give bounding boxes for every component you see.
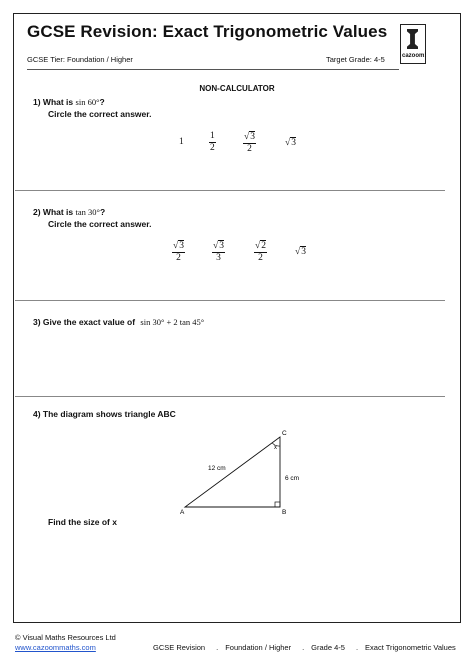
question-1 [33, 97, 105, 107]
footer-tag: GCSE Revision [153, 643, 206, 652]
question-4-find: Find the size of x [48, 517, 117, 527]
question-1-prompt: 1) What is [33, 97, 74, 107]
footer-copyright: © Visual Maths Resources Ltd [15, 633, 116, 642]
question-3-expression: sin 30° + 2 tan 45° [140, 317, 205, 327]
q1-option-b[interactable] [209, 131, 216, 154]
question-2 [33, 207, 105, 217]
logo-icon [407, 29, 418, 49]
hypotenuse-label: 12 cm [208, 465, 226, 472]
question-3-prompt: 3) Give the exact value of [33, 317, 136, 327]
question-2-prompt: 2) What is [33, 207, 74, 217]
page-title: GCSE Revision: Exact Trigonometric Values [27, 22, 388, 41]
section-title: NON-CALCULATOR [199, 84, 275, 93]
footer-tag: Exact Trigonometric Values [365, 643, 456, 652]
right-angle-marker [275, 502, 280, 507]
q2-option-d[interactable]: √3 [295, 247, 306, 257]
question-4: 4) The diagram shows triangle ABC [33, 409, 176, 419]
q2-option-b-denominator: 3 [216, 253, 221, 263]
q1-option-b-denominator: 2 [210, 143, 215, 153]
tier-label: GCSE Tier: Foundation / Higher [27, 55, 133, 64]
cazoom-logo [400, 24, 426, 64]
question-2-instruction: Circle the correct answer. [48, 219, 152, 229]
q2-option-b-radicand: 3 [219, 241, 224, 251]
header-divider [27, 69, 399, 70]
angle-x-label: x [274, 445, 277, 451]
q2-option-a-denominator: 2 [176, 253, 181, 263]
footer-tags: GCSE Revision . Foundation / Higher . Grade 4-5 . Exact Trigonometric Values [153, 643, 456, 652]
footer-tag: Grade 4-5 [311, 643, 345, 652]
q2-option-c-denominator: 2 [258, 253, 263, 263]
q1-option-c-radicand: 3 [250, 132, 255, 142]
footer-link[interactable]: www.cazoommaths.com [15, 643, 96, 652]
q2-option-d-radicand: 3 [301, 247, 306, 257]
question-divider-1 [15, 190, 445, 191]
triangle-abc [185, 437, 280, 507]
q2-option-c[interactable]: $\frac{√2}{2}$ [255, 241, 266, 263]
opposite-side-label: 6 cm [285, 475, 300, 482]
question-1-instruction: Circle the correct answer. [48, 109, 152, 119]
question-2-expression: tan 30° [75, 207, 100, 217]
q2-option-b[interactable]: $\frac{√3}{3}$ [213, 241, 224, 263]
q2-option-c-radicand: 2 [261, 241, 266, 251]
q1-option-d[interactable]: √3 [285, 138, 296, 148]
footer-tag: Foundation / Higher [225, 643, 292, 652]
vertex-a-label: A [180, 509, 185, 516]
question-2-qmark: ? [99, 207, 106, 217]
question-divider-2 [15, 300, 445, 301]
q1-option-c-denominator: 2 [247, 144, 252, 154]
question-1-expression: sin 60° [75, 97, 100, 107]
q2-option-a[interactable]: $\frac{√3}{2}$ [173, 241, 184, 263]
q2-option-a-radicand: 3 [179, 241, 184, 251]
triangle-abc-diagram [165, 415, 305, 525]
question-divider-3 [15, 396, 445, 397]
q1-option-b-numerator: 1 [210, 131, 215, 141]
logo-text: cazoom! [402, 53, 427, 59]
target-grade-label: Target Grade: 4-5 [326, 55, 385, 64]
question-3 [33, 317, 204, 327]
q1-option-c[interactable]: $\frac{√3}{2}$ [244, 132, 255, 154]
question-1-qmark: ? [99, 97, 105, 107]
q1-option-a[interactable]: 1 [179, 137, 184, 147]
vertex-c-label: C [282, 430, 287, 437]
vertex-b-label: B [282, 509, 287, 516]
q1-option-d-radicand: 3 [291, 138, 296, 148]
